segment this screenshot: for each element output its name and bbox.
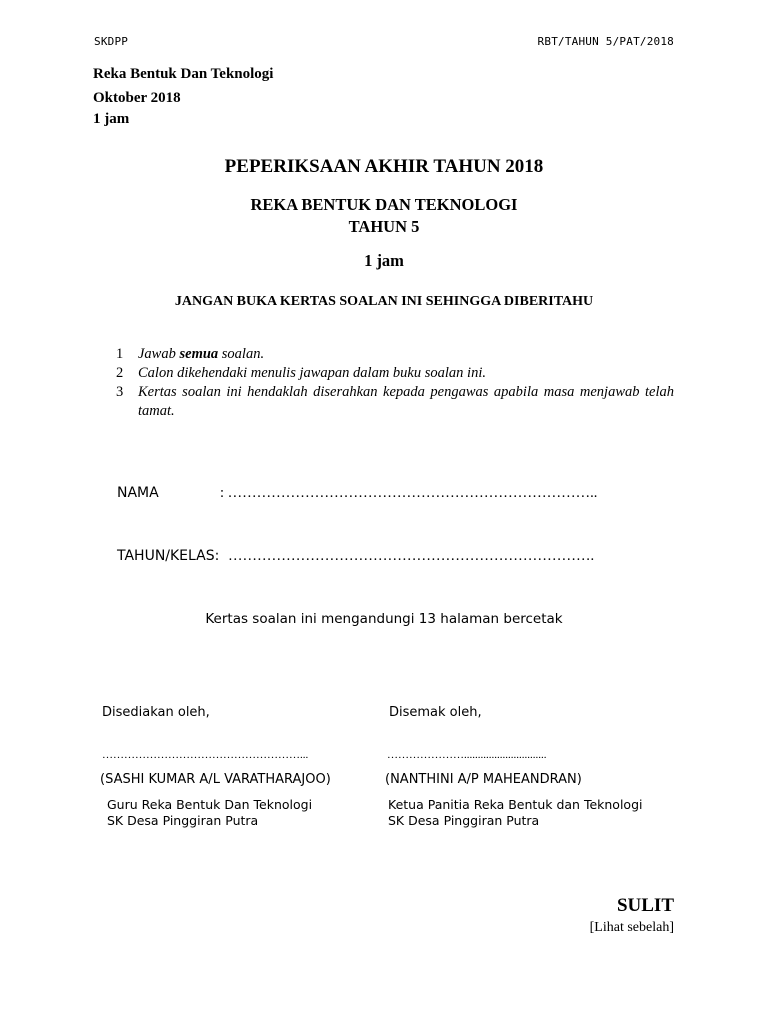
subject-title: REKA BENTUK DAN TEKNOLOGI <box>250 195 518 214</box>
instruction-number: 1 <box>116 346 124 362</box>
instruction-text: Jawab <box>138 346 180 362</box>
duration-title: 1 jam <box>364 251 404 270</box>
prepared-school: SK Desa Pinggiran Putra <box>107 813 259 828</box>
sulit-label: SULIT <box>616 895 674 916</box>
prepared-signature-line: ………………………………………………... <box>102 749 309 761</box>
warning-text: JANGAN BUKA KERTAS SOALAN INI SEHINGGA DIBERITAHU <box>174 294 594 309</box>
instruction-1 <box>116 345 674 364</box>
checked-school: SK Desa Pinggiran Putra <box>388 813 540 828</box>
page-count-note: Kertas soalan ini mengandungi 13 halaman bercetak <box>205 611 563 627</box>
exam-duration-top: 1 jam <box>93 111 130 127</box>
header-right: RBT/TAHUN 5/PAT/2018 <box>537 35 674 48</box>
checked-by-label: Disemak oleh, <box>389 705 482 720</box>
header-left: SKDPP <box>94 35 129 48</box>
prepared-by-label: Disediakan oleh, <box>102 705 210 720</box>
class-field[interactable]: …………………………………………………………………. <box>228 548 595 564</box>
year-title: TAHUN 5 <box>348 217 420 236</box>
checked-name: (NANTHINI A/P MAHEANDRAN) <box>385 772 582 787</box>
instruction-3 <box>116 383 674 421</box>
turn-page-note: [Lihat sebelah] <box>589 920 674 935</box>
checked-signature-line: ………………….............................. <box>387 749 547 761</box>
name-field[interactable]: : ………………………………………………………………….. <box>220 485 598 501</box>
instruction-2 <box>116 364 674 383</box>
subject-name: Reka Bentuk Dan Teknologi <box>93 66 274 82</box>
name-label: NAMA <box>117 485 159 501</box>
class-label: TAHUN/KELAS: <box>117 548 220 564</box>
checked-role: Ketua Panitia Reka Bentuk dan Teknologi <box>388 797 643 812</box>
exam-title: PEPERIKSAAN AKHIR TAHUN 2018 <box>224 156 544 177</box>
instruction-text: Calon dikehendaki menulis jawapan dalam buku soalan ini. <box>138 365 486 381</box>
exam-month: Oktober 2018 <box>93 90 181 106</box>
instruction-text: Kertas soalan ini hendaklah diserahkan kepada pengawas apabila masa menjawab telah tamat. <box>138 384 674 419</box>
prepared-name: (SASHI KUMAR A/L VARATHARAJOO) <box>100 772 331 787</box>
instruction-emphasis: semua <box>179 346 219 362</box>
prepared-role: Guru Reka Bentuk Dan Teknologi <box>107 797 313 812</box>
instruction-number: 2 <box>116 365 124 381</box>
instruction-number: 3 <box>116 384 124 400</box>
instruction-text-end: soalan. <box>218 346 265 362</box>
